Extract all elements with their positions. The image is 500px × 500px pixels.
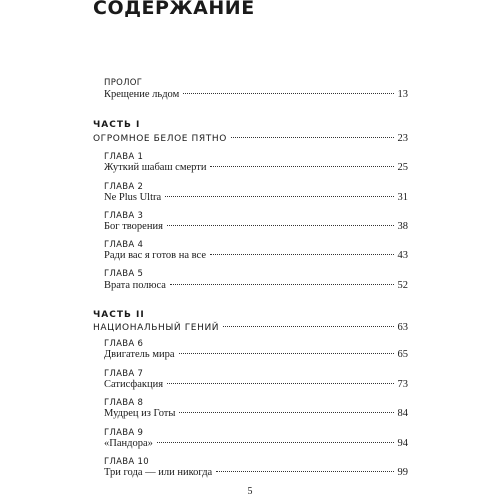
toc-entry-part-2[interactable] bbox=[93, 321, 408, 335]
entry-page: 43 bbox=[397, 250, 408, 261]
toc-entry-chapter-2[interactable] bbox=[104, 191, 408, 205]
chapter-label: ГЛАВА 2 bbox=[104, 182, 144, 192]
entry-title: Три года — или никогда bbox=[104, 467, 213, 478]
entry-title: Ne Plus Ultra bbox=[104, 192, 162, 203]
entry-page: 65 bbox=[397, 349, 408, 360]
chapter-label: ГЛАВА 4 bbox=[104, 240, 144, 250]
dot-leader bbox=[183, 93, 393, 94]
dot-leader bbox=[210, 254, 394, 255]
chapter-label: ГЛАВА 9 bbox=[104, 428, 144, 438]
toc-entry-chapter-5[interactable] bbox=[104, 279, 408, 293]
entry-title: «Пандора» bbox=[104, 438, 153, 449]
chapter-label: ГЛАВА 1 bbox=[104, 152, 144, 162]
toc-entry-chapter-3[interactable] bbox=[104, 220, 408, 234]
dot-leader bbox=[179, 412, 393, 413]
entry-page: 38 bbox=[397, 221, 408, 232]
dot-leader bbox=[231, 137, 394, 138]
entry-page: 99 bbox=[397, 467, 408, 478]
entry-page: 94 bbox=[397, 438, 408, 449]
dot-leader bbox=[165, 196, 393, 197]
part-label: ЧАСТЬ II bbox=[93, 310, 145, 320]
entry-title: Мудрец из Готы bbox=[104, 408, 176, 419]
entry-page: 63 bbox=[397, 322, 408, 333]
toc-entry-chapter-6[interactable] bbox=[104, 348, 408, 362]
dot-leader bbox=[216, 471, 393, 472]
chapter-label: ГЛАВА 8 bbox=[104, 398, 144, 408]
toc-entry-chapter-4[interactable] bbox=[104, 249, 408, 263]
entry-page: 13 bbox=[397, 89, 408, 100]
toc-entry-chapter-9[interactable] bbox=[104, 437, 408, 451]
entry-page: 73 bbox=[397, 379, 408, 390]
chapter-label: ГЛАВА 7 bbox=[104, 369, 144, 379]
entry-title: Сатисфакция bbox=[104, 379, 164, 390]
entry-page: 84 bbox=[397, 408, 408, 419]
toc-entry-prologue[interactable] bbox=[104, 88, 408, 102]
page-title: СОДЕРЖАНИЕ bbox=[93, 0, 255, 19]
part-title: НАЦИОНАЛЬНЫЙ ГЕНИЙ bbox=[93, 323, 220, 333]
toc-entry-chapter-10[interactable] bbox=[104, 466, 408, 480]
chapter-label: ГЛАВА 6 bbox=[104, 339, 144, 349]
dot-leader bbox=[157, 442, 394, 443]
toc-entry-chapter-7[interactable] bbox=[104, 378, 408, 392]
entry-page: 31 bbox=[397, 192, 408, 203]
entry-title: Крещение льдом bbox=[104, 89, 180, 100]
prologue-label: ПРОЛОГ bbox=[104, 78, 143, 88]
toc-entry-part-1[interactable] bbox=[93, 132, 408, 146]
toc-entry-chapter-1[interactable] bbox=[104, 161, 408, 175]
chapter-label: ГЛАВА 5 bbox=[104, 269, 144, 279]
dot-leader bbox=[167, 225, 394, 226]
dot-leader bbox=[223, 326, 393, 327]
entry-title: Двигатель мира bbox=[104, 349, 175, 360]
entry-title: Жуткий шабаш смерти bbox=[104, 162, 207, 173]
entry-title: Ради вас я готов на все bbox=[104, 250, 206, 261]
toc-entry-chapter-8[interactable] bbox=[104, 407, 408, 421]
dot-leader bbox=[170, 284, 394, 285]
entry-page: 23 bbox=[397, 133, 408, 144]
entry-title: Бог творения bbox=[104, 221, 163, 232]
chapter-label: ГЛАВА 10 bbox=[104, 457, 149, 467]
chapter-label: ГЛАВА 3 bbox=[104, 211, 144, 221]
dot-leader bbox=[167, 383, 393, 384]
entry-page: 52 bbox=[397, 280, 408, 291]
dot-leader bbox=[210, 166, 393, 167]
part-title: ОГРОМНОЕ БЕЛОЕ ПЯТНО bbox=[93, 134, 227, 144]
part-label: ЧАСТЬ I bbox=[93, 120, 141, 130]
entry-page: 25 bbox=[397, 162, 408, 173]
entry-title: Врата полюса bbox=[104, 280, 166, 291]
dot-leader bbox=[179, 353, 394, 354]
page-number: 5 bbox=[247, 486, 253, 497]
